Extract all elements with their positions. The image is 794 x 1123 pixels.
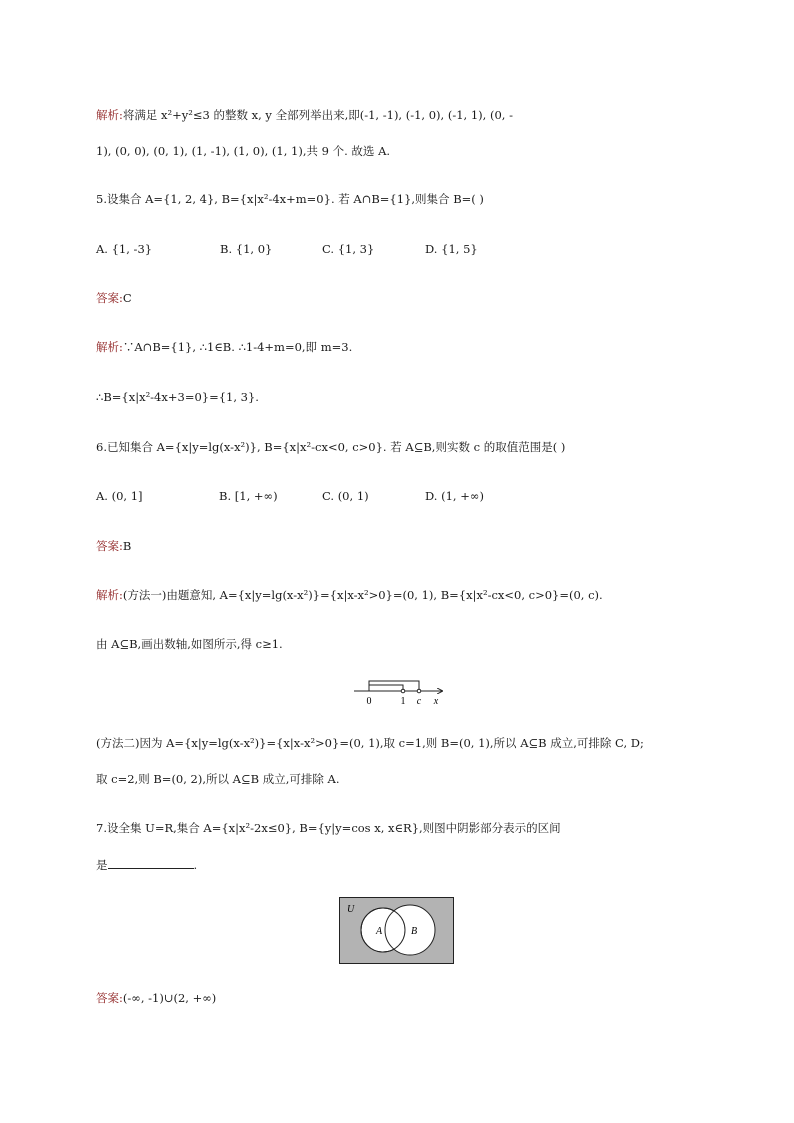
- number-line-figure: [350, 676, 450, 708]
- set-b-label: B: [411, 926, 418, 937]
- question-5-stem: 5.设集合 A={1, 2, 4}, B={x|x²-4x+m=0}. 若 A∩B={1},则集合 B=( ): [96, 192, 484, 206]
- open-point-1: [401, 689, 405, 693]
- analysis-5-line-2: ∴B={x|x²-4x+3=0}={1, 3}.: [96, 390, 259, 404]
- analysis-6-line-3: (方法二)因为 A={x|y=lg(x-x²)}={x|x-x²>0}=(0, 1),取 c=1,则 B=(0, 1),所以 A⊆B 成立,可排除 C, D;: [96, 736, 644, 750]
- interval-b-bracket: [369, 681, 419, 691]
- choice-a: A. {1, -3}: [96, 242, 153, 256]
- analysis-label: 解析:: [96, 108, 123, 122]
- venn-diagram: [339, 897, 455, 965]
- answer-6: [96, 538, 131, 554]
- stem-prefix: 是: [96, 858, 108, 872]
- answer-label: 答案:: [96, 539, 123, 553]
- answer-7: [96, 990, 216, 1006]
- choice-c: C. {1, 3}: [322, 242, 375, 256]
- analysis-label: 解析:: [96, 588, 123, 602]
- analysis-6-line-4: 取 c=2,则 B=(0, 2),所以 A⊆B 成立,可排除 A.: [96, 772, 340, 786]
- open-point-c: [417, 689, 421, 693]
- question-7-stem-2: [96, 856, 197, 873]
- tick-label-c: c: [416, 696, 422, 707]
- question-5-choices: [96, 241, 696, 257]
- tick-label-0: 0: [366, 696, 372, 707]
- universe-label: U: [347, 904, 355, 915]
- choice-a: A. (0, 1]: [96, 489, 143, 503]
- question-6-choices: [96, 488, 696, 504]
- tick-label-1: 1: [400, 696, 406, 707]
- choice-d: D. {1, 5}: [425, 242, 478, 256]
- answer-value: C: [122, 291, 132, 305]
- analysis-6: [96, 587, 603, 603]
- answer-value: B: [122, 539, 132, 553]
- choice-b: B. {1, 0}: [220, 242, 273, 256]
- analysis-text: 将满足 x²+y²≤3 的整数 x, y 全部列举出来,即(-1, -1), (-1, 0), (-1, 1), (0, -: [122, 108, 513, 122]
- answer-blank: [108, 856, 194, 869]
- choice-c: C. (0, 1): [322, 489, 369, 503]
- set-b-circle: [385, 905, 435, 955]
- analysis-5: [96, 339, 352, 355]
- answer-5: [96, 290, 132, 306]
- choice-d: D. (1, +∞): [425, 489, 484, 503]
- analysis-line-2: 1), (0, 0), (0, 1), (1, -1), (1, 0), (1, 1),共 9 个. 故选 A.: [96, 144, 391, 158]
- analysis-line: [96, 107, 513, 123]
- interval-a-bracket: [369, 685, 403, 691]
- analysis-text: (方法一)由题意知, A={x|y=lg(x-x²)}={x|x-x²>0}=(0, 1), B={x|x²-cx<0, c>0}=(0, c).: [122, 588, 603, 602]
- question-6-stem: 6.已知集合 A={x|y=lg(x-x²)}, B={x|x²-cx<0, c>0}. 若 A⊆B,则实数 c 的取值范围是( ): [96, 440, 566, 454]
- answer-label: 答案:: [96, 291, 123, 305]
- set-a-label: A: [376, 926, 383, 937]
- choice-b: B. [1, +∞): [219, 489, 278, 503]
- question-7-stem: 7.设全集 U=R,集合 A={x|x²-2x≤0}, B={y|y=cos x, x∈R},则图中阴影部分表示的区间: [96, 821, 561, 835]
- answer-value: (-∞, -1)∪(2, +∞): [122, 991, 217, 1005]
- answer-label: 答案:: [96, 991, 123, 1005]
- analysis-6-line-2: 由 A⊆B,画出数轴,如图所示,得 c≥1.: [96, 637, 283, 651]
- axis-label-x: x: [433, 696, 439, 707]
- analysis-label: 解析:: [96, 340, 123, 354]
- analysis-text: ∵A∩B={1}, ∴1∈B. ∴1-4+m=0,即 m=3.: [122, 340, 353, 354]
- stem-suffix: .: [193, 858, 198, 872]
